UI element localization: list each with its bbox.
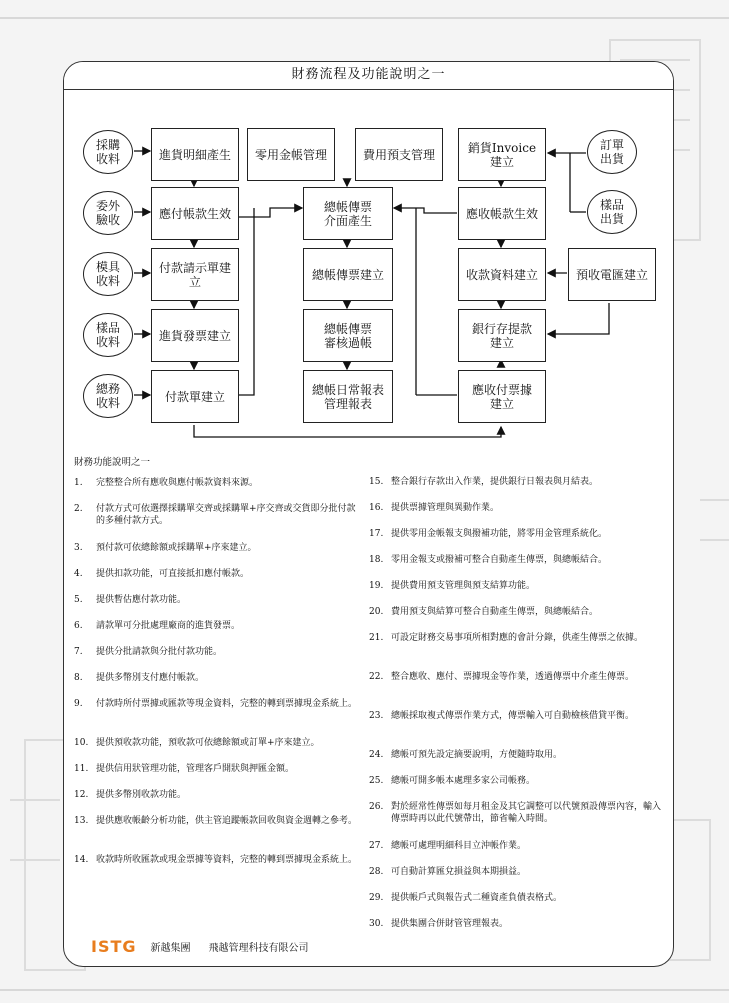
node-bank-deposit: 銀行存提款 建立: [458, 309, 546, 362]
node-purchase-invoice: 進貨發票建立: [151, 309, 239, 362]
node-expense-advance: 費用預支管理: [355, 128, 443, 181]
node-advance-wire: 預收電匯建立: [568, 248, 656, 301]
node-sales-invoice: 銷貨Invoice 建立: [458, 128, 546, 181]
input-mold-receipt: 模具 收料: [83, 252, 133, 296]
company-name: 飛越管理科技有限公司: [208, 943, 309, 954]
list-item: 6. 請款單可分批處理廠商的進貨發票。: [74, 621, 241, 631]
group-name: 新越集團: [150, 943, 191, 954]
node-receipt-create: 收款資料建立: [458, 248, 546, 301]
list-item: 14. 收款時所收匯款或現金票據等資料，完整的轉到票據現金系統上。: [74, 855, 358, 865]
list-item: 29. 提供帳戶式與報告式二種資產負債表格式。: [369, 893, 563, 903]
list-item: 17. 提供零用金帳報支與撥補功能，將零用金管理系統化。: [369, 529, 608, 539]
list-item: 27. 總帳可處理明細科目立沖帳作業。: [369, 841, 527, 851]
list-item: 15. 整合銀行存款出入作業，提供銀行日報表與月結表。: [369, 477, 599, 487]
istg-logo: ISTG: [91, 937, 137, 956]
input-purchase-receipt: 採購 收料: [83, 130, 133, 174]
list-item: 1. 完整整合所有應收與應付帳款資料來源。: [74, 478, 259, 488]
list-item: 4. 提供扣款功能，可直接抵扣應付帳款。: [74, 569, 250, 579]
list-item: 8. 提供多幣別支付應付帳款。: [74, 673, 205, 683]
list-item: 23. 總帳採取複式傳票作業方式，傳票輸入可自動檢核借貸平衡。: [369, 711, 635, 721]
list-item: 22. 整合應收、應付、票據現金等作業，透過傳票中介產生傳票。: [369, 672, 635, 682]
list-item: 2. 付款方式可依選擇採購單交齊或採購單+序交齊或交貨即分批付款的多種付款方式。: [74, 504, 356, 526]
list-item: 9. 付款時所付票據或匯款等現金資料，完整的轉到票據現金系統上。: [74, 699, 358, 709]
list-item: 13. 提供應收帳齡分析功能，供主管追蹤帳款回收與資金週轉之參考。: [74, 816, 358, 826]
list-item: 24. 總帳可預先設定摘要說明，方便隨時取用。: [369, 750, 563, 760]
node-notes-create: 應收付票據 建立: [458, 370, 546, 423]
node-purchase-detail: 進貨明細產生: [151, 128, 239, 181]
node-petty-cash: 零用金帳管理: [247, 128, 335, 181]
input-outsource-inspection: 委外 驗收: [83, 191, 133, 235]
node-payment-request: 付款請示單建 立: [151, 248, 239, 301]
node-voucher-create: 總帳傳票建立: [303, 248, 393, 301]
node-voucher-interface: 總帳傳票 介面產生: [303, 187, 393, 240]
functions-heading: 財務功能說明之一: [74, 457, 151, 468]
input-sample-shipment: 樣品 出貨: [587, 190, 637, 234]
node-payable-effective: 應付帳款生效: [151, 187, 239, 240]
footer: [91, 937, 327, 956]
list-item: 26. 對於經常性傳票如每月租金及其它調整可以代號預設傳票內容，輸入傳票時再以此代號帶出，節省輸入時間。: [369, 802, 662, 824]
list-item: 12. 提供多幣別收款功能。: [74, 790, 187, 800]
list-item: 30. 提供集團合併財管管理報表。: [369, 919, 509, 929]
list-item: 5. 提供暫估應付款功能。: [74, 595, 187, 605]
input-general-receipt: 總務 收料: [83, 374, 133, 418]
document-card: [63, 61, 674, 967]
list-item: 7. 提供分批請款與分批付款功能。: [74, 647, 223, 657]
page-title: 財務流程及功能說明之一: [291, 67, 446, 82]
input-sample-receipt: 樣品 收料: [83, 313, 133, 357]
list-item: 20. 費用預支與結算可整合自動產生傳票，與總帳結合。: [369, 607, 599, 617]
list-item: 19. 提供費用預支管理與預支結算功能。: [369, 581, 536, 591]
list-item: 28. 可自動計算匯兌損益與本期損益。: [369, 867, 527, 877]
node-voucher-review: 總帳傳票 審核過帳: [303, 309, 393, 362]
list-item: 11. 提供信用狀管理功能，管理客戶開狀與押匯金額。: [74, 764, 295, 774]
node-ledger-report: 總帳日常報表 管理報表: [303, 370, 393, 423]
list-item: 21. 可設定財務交易事項所相對應的會計分錄，供產生傳票之依據。: [369, 633, 644, 643]
list-item: 25. 總帳可開多帳本處理多家公司帳務。: [369, 776, 536, 786]
node-receivable-effective: 應收帳款生效: [458, 187, 546, 240]
list-item: 16. 提供票據管理與異動作業。: [369, 503, 500, 513]
list-item: 3. 預付款可依總餘額或採購單+序來建立。: [74, 543, 257, 553]
list-item: 18. 零用金報支或撥補可整合自動產生傳票，與總帳結合。: [369, 555, 608, 565]
input-order-shipment: 訂單 出貨: [587, 130, 637, 174]
node-payment-slip: 付款單建立: [151, 370, 239, 423]
list-item: 10. 提供預收款功能，預收款可依總餘額或訂單+序來建立。: [74, 738, 320, 748]
